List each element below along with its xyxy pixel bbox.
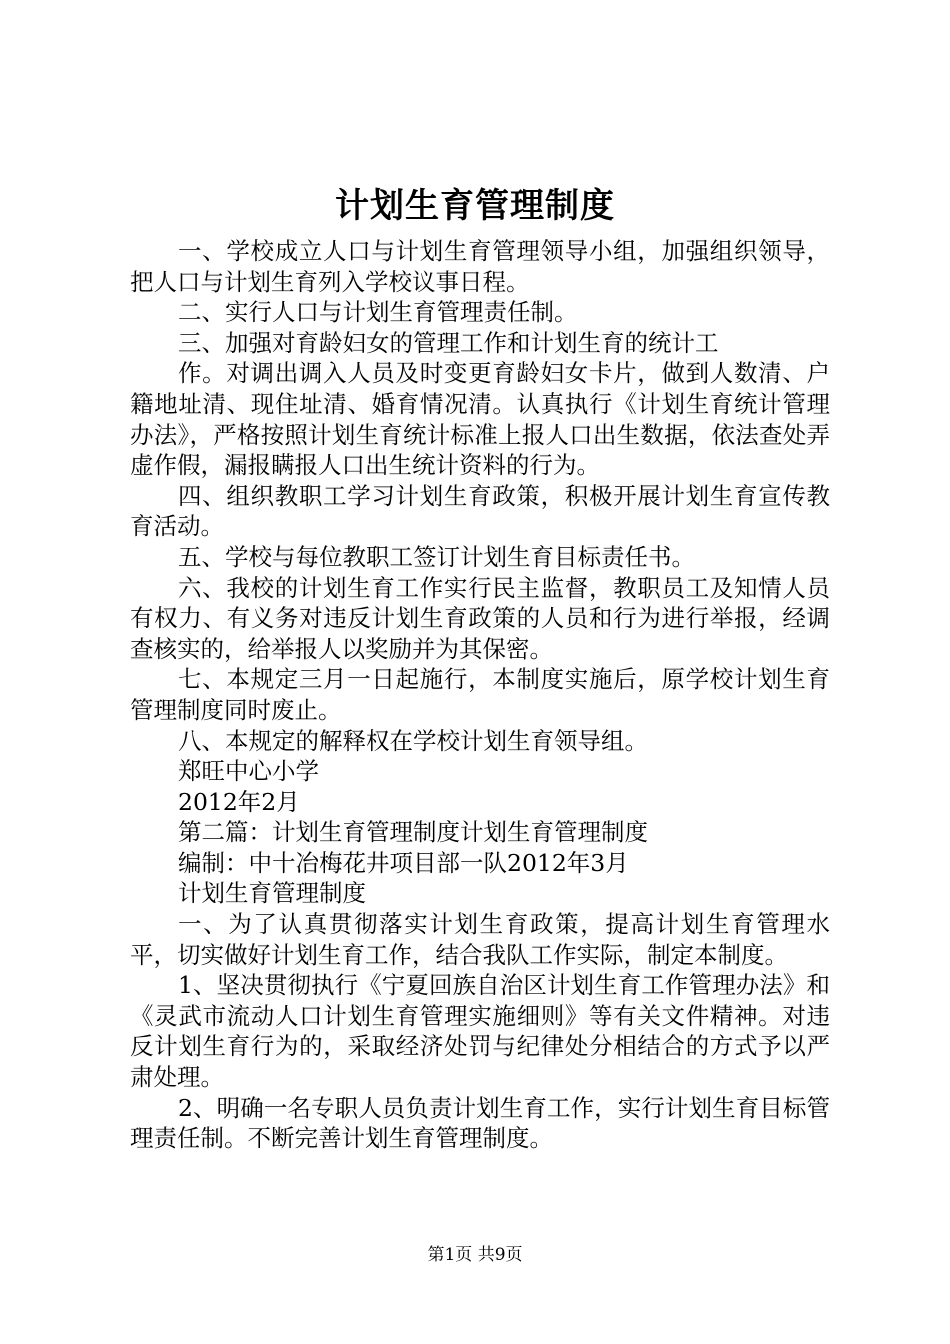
paragraph-4: 作。对调出调入人员及时变更育龄妇女卡片，做到人数清、户籍地址清、现住址清、婚育情况清。认真执行《计划生育统计管理办法》，严格按照计划生育统计标准上报人口出生数据，依法查处弄虚作假，漏报瞒报人口出生统计资料的行为。 [130, 359, 830, 480]
paragraph-7: 六、我校的计划生育工作实行民主监督，教职员工及知情人员有权力、有义务对违反计划生育政策的人员和行为进行举报，经调查核实的，给举报人以奖励并为其保密。 [130, 573, 830, 663]
document-body [130, 236, 830, 1154]
signature-date: 2012年2月 [178, 787, 300, 816]
page-footer: 第1页 共9页 [427, 1245, 523, 1265]
subtitle: 计划生育管理制度 [178, 879, 366, 908]
paragraph-12: 2、明确一名专职人员负责计划生育工作，实行计划生育目标管理责任制。不断完善计划生育管理制度。 [130, 1093, 830, 1153]
section-heading-2: 第二篇：计划生育管理制度计划生育管理制度 [178, 818, 648, 847]
paragraph-5: 四、组织教职工学习计划生育政策，积极开展计划生育宣传教育活动。 [130, 481, 830, 541]
paragraph-3: 三、加强对育龄妇女的管理工作和计划生育的统计工 [178, 328, 719, 357]
compiler-line: 编制：中十冶梅花井项目部一队2012年3月 [178, 848, 629, 877]
paragraph-2: 二、实行人口与计划生育管理责任制。 [178, 298, 578, 327]
paragraph-11: 1、坚决贯彻执行《宁夏回族自治区计划生育工作管理办法》和《灵武市流动人口计划生育管理实施细则》等有关文件精神。对违反计划生育行为的，采取经济处罚与纪律处分相结合的方式予以严肃处理。 [130, 971, 830, 1092]
paragraph-6: 五、学校与每位教职工签订计划生育目标责任书。 [178, 542, 695, 571]
paragraph-1: 一、学校成立人口与计划生育管理领导小组，加强组织领导，把人口与计划生育列入学校议事日程。 [130, 237, 830, 296]
paragraph-10: 一、为了认真贯彻落实计划生育政策，提高计划生育管理水平，切实做好计划生育工作，结合我队工作实际，制定本制度。 [130, 910, 830, 969]
paragraph-9: 八、本规定的解释权在学校计划生育领导组。 [178, 726, 648, 755]
paragraph-8: 七、本规定三月一日起施行，本制度实施后，原学校计划生育管理制度同时废止。 [130, 665, 830, 724]
signature-school: 郑旺中心小学 [178, 757, 319, 786]
document-title: 计划生育管理制度 [335, 186, 615, 226]
